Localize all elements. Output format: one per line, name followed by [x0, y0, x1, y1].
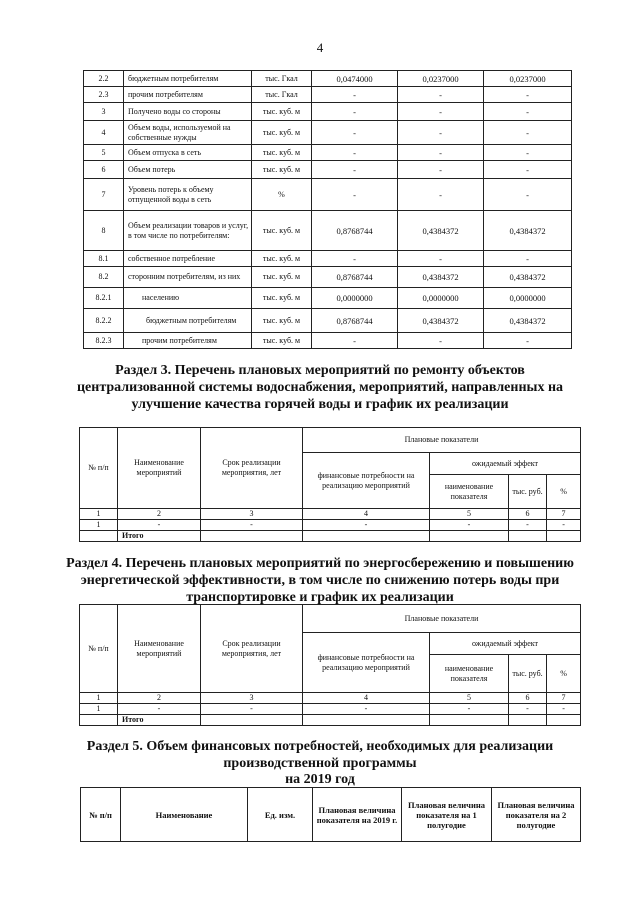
row-value: -: [312, 161, 398, 179]
row-value: -: [312, 103, 398, 121]
header-name: Наименование мероприятий: [118, 605, 201, 693]
column-number: 4: [303, 509, 430, 520]
row-value: 0,4384372: [398, 211, 484, 251]
row-value: -: [312, 87, 398, 103]
column-number: 3: [201, 693, 303, 704]
row-value: -: [398, 179, 484, 211]
row-name: Объем воды, используемой на собственные нужды: [124, 121, 252, 145]
section5-year: на 2019 год: [285, 772, 355, 787]
data-row: [80, 704, 581, 715]
table-row: [84, 121, 572, 145]
row-value: 0,0000000: [398, 288, 484, 309]
header-fin: финансовые потребности на реализацию мероприятий: [303, 453, 430, 509]
data-cell: 1: [80, 520, 118, 531]
row-value: 0,0474000: [312, 71, 398, 87]
row-value: -: [398, 145, 484, 161]
header-num: № п/п: [80, 605, 118, 693]
section5-header-cell: Плановая величина показателя на 2 полугодие: [492, 788, 581, 842]
row-value: -: [398, 103, 484, 121]
data-cell: -: [547, 704, 581, 715]
row-unit: тыс. куб. м: [252, 251, 312, 267]
row-value: -: [484, 251, 572, 267]
production-indicators-table: [83, 70, 572, 349]
header-effect: ожидаемый эффект: [430, 453, 581, 475]
section5-header-cell: Плановая величина показателя на 1 полугодие: [402, 788, 492, 842]
row-unit: тыс. куб. м: [252, 145, 312, 161]
row-value: -: [484, 145, 572, 161]
row-value: 0,0000000: [484, 288, 572, 309]
table-row: [84, 161, 572, 179]
section5-header-cell: Ед. изм.: [248, 788, 313, 842]
row-number: 8.2.1: [84, 288, 124, 309]
row-number: 8.1: [84, 251, 124, 267]
column-number: 5: [430, 693, 509, 704]
row-unit: тыс. Гкал: [252, 87, 312, 103]
row-value: -: [312, 121, 398, 145]
table-row: [84, 267, 572, 288]
table-row: [84, 211, 572, 251]
row-name: Объем потерь: [124, 161, 252, 179]
data-cell: -: [430, 520, 509, 531]
row-value: -: [484, 103, 572, 121]
table-row: [84, 145, 572, 161]
column-number: 7: [547, 509, 581, 520]
row-unit: тыс. куб. м: [252, 211, 312, 251]
table-row: [84, 251, 572, 267]
row-unit: тыс. куб. м: [252, 121, 312, 145]
header-indicator: наименование показателя: [430, 655, 509, 693]
data-cell: 1: [80, 704, 118, 715]
header-plan: Плановые показатели: [303, 605, 581, 633]
table-row: [84, 309, 572, 333]
header-rub: тыс. руб.: [509, 475, 547, 509]
row-value: -: [398, 333, 484, 349]
row-value: -: [398, 121, 484, 145]
row-name: бюджетным потребителям: [124, 71, 252, 87]
column-numbers-row: [80, 509, 581, 520]
column-number: 5: [430, 509, 509, 520]
row-number: 8.2: [84, 267, 124, 288]
table-row: [84, 333, 572, 349]
header-pct: %: [547, 655, 581, 693]
row-value: -: [398, 161, 484, 179]
row-name: сторонним потребителям, из них: [124, 267, 252, 288]
row-value: 0,8768744: [312, 267, 398, 288]
table-row: [84, 103, 572, 121]
row-unit: тыс. куб. м: [252, 333, 312, 349]
data-cell: -: [509, 704, 547, 715]
row-value: -: [484, 333, 572, 349]
row-value: -: [484, 87, 572, 103]
column-number: 7: [547, 693, 581, 704]
row-value: -: [484, 121, 572, 145]
row-number: 6: [84, 161, 124, 179]
column-number: 4: [303, 693, 430, 704]
data-cell: -: [118, 520, 201, 531]
row-unit: тыс. куб. м: [252, 103, 312, 121]
row-unit: тыс. куб. м: [252, 161, 312, 179]
row-value: 0,8768744: [312, 211, 398, 251]
data-cell: -: [201, 520, 303, 531]
row-value: -: [312, 179, 398, 211]
column-number: 1: [80, 693, 118, 704]
row-value: 0,4384372: [398, 267, 484, 288]
row-number: 8.2.2: [84, 309, 124, 333]
page-number: 4: [316, 40, 324, 55]
data-cell: -: [303, 704, 430, 715]
row-value: 0,0000000: [312, 288, 398, 309]
row-unit: %: [252, 179, 312, 211]
header-name: Наименование мероприятий: [118, 428, 201, 509]
total-label: Итого: [118, 715, 201, 726]
row-name: Получено воды со стороны: [124, 103, 252, 121]
row-value: -: [484, 161, 572, 179]
row-number: 8.2.3: [84, 333, 124, 349]
data-cell: -: [430, 704, 509, 715]
row-value: 0,0237000: [398, 71, 484, 87]
row-name: населению: [124, 288, 252, 309]
header-indicator: наименование показателя: [430, 475, 509, 509]
data-cell: -: [547, 520, 581, 531]
row-value: -: [312, 145, 398, 161]
section4-title: Раздел 4. Перечень плановых мероприятий по энергосбережению и повышению энергетической эффективности, в том числе по снижению потерь воды при транспортировке и график их реализации: [66, 556, 574, 605]
section5-header-cell: Плановая величина показателя на 2019 г.: [313, 788, 402, 842]
section4-table: [79, 604, 581, 726]
row-number: 2.3: [84, 87, 124, 103]
table-row: [84, 179, 572, 211]
row-name: Уровень потерь к объему отпущенной воды в сеть: [124, 179, 252, 211]
column-number: 6: [509, 509, 547, 520]
row-number: 2.2: [84, 71, 124, 87]
row-name: бюджетным потребителям: [124, 309, 252, 333]
row-number: 7: [84, 179, 124, 211]
row-name: Объем реализации товаров и услуг, в том числе по потребителям:: [124, 211, 252, 251]
row-value: -: [398, 87, 484, 103]
section5-header-cell: Наименование: [121, 788, 248, 842]
row-value: 0,4384372: [484, 211, 572, 251]
row-unit: тыс. куб. м: [252, 288, 312, 309]
total-label: Итого: [118, 531, 201, 542]
section5-table: [80, 787, 581, 842]
header-effect: ожидаемый эффект: [430, 633, 581, 655]
section5-header-cell: № п/п: [81, 788, 121, 842]
data-row: [80, 520, 581, 531]
row-unit: тыс. куб. м: [252, 309, 312, 333]
row-value: -: [312, 333, 398, 349]
row-name: прочим потребителям: [124, 333, 252, 349]
table-row: [84, 288, 572, 309]
column-number: 6: [509, 693, 547, 704]
column-number: 3: [201, 509, 303, 520]
column-number: 2: [118, 509, 201, 520]
row-value: -: [398, 251, 484, 267]
column-numbers-row: [80, 693, 581, 704]
row-name: собственное потребление: [124, 251, 252, 267]
section3-table: [79, 427, 581, 542]
row-number: 5: [84, 145, 124, 161]
row-unit: тыс. Гкал: [252, 71, 312, 87]
row-value: 0,0237000: [484, 71, 572, 87]
data-cell: -: [201, 704, 303, 715]
row-name: прочим потребителям: [124, 87, 252, 103]
table-row: [84, 71, 572, 87]
row-number: 8: [84, 211, 124, 251]
section5-title: Раздел 5. Объем финансовых потребностей, необходимых для реализации производственной программы: [86, 739, 554, 771]
row-value: 0,8768744: [312, 309, 398, 333]
row-value: -: [312, 251, 398, 267]
row-value: -: [484, 179, 572, 211]
column-number: 1: [80, 509, 118, 520]
row-number: 3: [84, 103, 124, 121]
table-row: [84, 87, 572, 103]
data-cell: -: [303, 520, 430, 531]
row-name: Объем отпуска в сеть: [124, 145, 252, 161]
header-rub: тыс. руб.: [509, 655, 547, 693]
header-fin: финансовые потребности на реализацию мероприятий: [303, 633, 430, 693]
row-unit: тыс. куб. м: [252, 267, 312, 288]
header-plan: Плановые показатели: [303, 428, 581, 453]
row-value: 0,4384372: [484, 267, 572, 288]
section3-title: Раздел 3. Перечень плановых мероприятий по ремонту объектов централизованной системы водоснабжения, мероприятий, направленных на улучшение качества горячей воды и график их реализации: [76, 363, 564, 412]
header-pct: %: [547, 475, 581, 509]
header-term: Срок реализации мероприятия, лет: [201, 428, 303, 509]
row-value: 0,4384372: [484, 309, 572, 333]
column-number: 2: [118, 693, 201, 704]
row-value: 0,4384372: [398, 309, 484, 333]
data-cell: -: [509, 520, 547, 531]
header-num: № п/п: [80, 428, 118, 509]
row-number: 4: [84, 121, 124, 145]
header-term: Срок реализации мероприятия, лет: [201, 605, 303, 693]
data-cell: -: [118, 704, 201, 715]
